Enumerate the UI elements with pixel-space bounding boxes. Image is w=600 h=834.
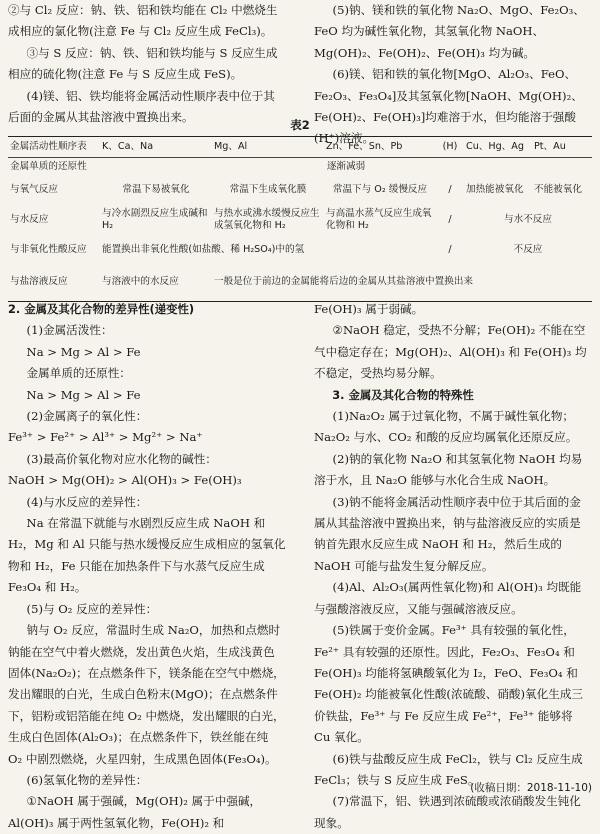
table-cell: 与冷水剧烈反应生成碱和 H₂ xyxy=(102,207,208,231)
section-heading: 3. 金属及其化合物的特殊性 xyxy=(332,387,474,402)
paragraph: 金属单质的还原性： xyxy=(26,366,131,381)
table-cell: / xyxy=(448,183,452,195)
table-cell: 能置换出非氧化性酸(如盐酸、稀 H₂SO₄)中的氢 xyxy=(102,243,305,255)
table-cell: 不反应 xyxy=(513,243,543,255)
table-cell: 常温下易被氧化 xyxy=(122,183,190,195)
paragraph: (2)钠的氧化物 Na₂O 和其氢氧化物 NaOH 均易溶于水，且 Na₂O 能够与水化合生成 NaOH。 xyxy=(314,451,583,488)
formula-line: NaOH > Mg(OH)₂ > Al(OH)₃ > Fe(OH)₃ xyxy=(8,473,242,488)
paragraph: 钠与 O₂ 反应，常温时生成 Na₂O，加热和点燃时钠能在空气中着火燃烧，发出黄色火焰，生成浅黄色固体(Na₂O₂)；在点燃条件下，镁条能在空气中燃烧，发出耀眼的白光，生成白色粉末(MgO)；在点燃条件下，铝粉或铝箔能在纯 O₂ 中燃烧，发出耀眼的白光，生成白色固体(Al₂O₃)；在点燃条件下，铁丝能在纯 O₂ 中剧烈燃烧，火星四射，生成黑色固体(Fe₃O₄)。 xyxy=(8,623,285,766)
section-heading: 2. 金属及其化合物的差异性(递变性) xyxy=(8,302,195,316)
paragraph: (1)Na₂O₂ 属于过氧化物，不属于碱性氧化物；Na₂O₂ 与水、CO₂ 和酸的反应均属氧化还原反应。 xyxy=(314,409,578,445)
formula-line: Fe³⁺ > Fe²⁺ > Al³⁺ > Mg²⁺ > Na⁺ xyxy=(8,430,203,445)
table-cell: / xyxy=(448,213,452,225)
table-header-cell: (H) xyxy=(436,137,464,158)
table-cell: 与水不反应 xyxy=(504,213,552,225)
table-row xyxy=(8,177,592,203)
table-row xyxy=(8,158,592,178)
table-header-cell: Mg、Al xyxy=(212,137,324,158)
table-row xyxy=(8,237,592,263)
bottom-left-column xyxy=(8,299,286,834)
paragraph: (5)钠、镁和铁的氧化物 Na₂O、MgO、Fe₂O₃、FeO 均为碱性氧化物，其氢氧化物 NaOH、Mg(OH)₂、Fe(OH)₂、Fe(OH)₃ 均为碱。 xyxy=(314,3,585,60)
paragraph: ③与 S 反应：钠、铁、铝和铁均能与 S 反应生成相应的硫化物(注意 Fe 与 S 反应生成 FeS)。 xyxy=(8,45,278,82)
table-header-cell: Cu、Hg、Ag xyxy=(464,137,532,158)
row-label: 与盐溶液反应 xyxy=(8,263,100,302)
table-header-cell: Pt、Au xyxy=(532,137,592,158)
table-cell: 常温下生成氧化膜 xyxy=(229,183,307,195)
row-label: 与水反应 xyxy=(10,213,49,225)
paragraph: (7)常温下，铝、铁遇到浓硫酸或浓硝酸发生钝化现象。 xyxy=(314,794,581,830)
top-left-column xyxy=(8,0,286,128)
table-cell: 一般是位于前边的金属能将后边的金属从其盐溶液中置换出来 xyxy=(212,263,592,302)
paragraph: ①NaOH 属于强碱，Mg(OH)₂ 属于中强碱，Al(OH)₃ 属于两性氢氧化物，Fe(OH)₂ 和 xyxy=(8,794,262,830)
formula-line: Na > Mg > Al > Fe xyxy=(26,344,141,359)
paragraph: (4)与水反应的差异性： xyxy=(26,494,148,509)
bottom-right-column xyxy=(314,299,592,834)
table-cell: 加热能被氧化 xyxy=(466,183,524,195)
paragraph: (5)铁属于变价金属。Fe³⁺ 具有较强的氧化性，Fe²⁺ 具有较强的还原性。因此，Fe₂O₃、Fe₃O₄ 和 Fe(OH)₃ 均能将氢碘酸氧化为 I₂，FeO、Fe₃O₄ 和 Fe(OH)₂ 均能被氧化性酸(浓硫酸、硝酸)氧化生成三价铁盐，Fe³⁺ 与 Fe 反应生成 Fe²⁺，Fe³⁺ 能够将 Cu 氧化。 xyxy=(314,623,584,745)
row-label: 金属单质的还原性 xyxy=(10,161,87,173)
table-row xyxy=(8,263,592,302)
paragraph: (4)Al、Al₂O₃(属两性氧化物)和 Al(OH)₃ 均既能与强酸溶液反应，又能与强碱溶液反应。 xyxy=(314,580,582,616)
table-header-cell: 金属活动性顺序表 xyxy=(8,137,100,158)
table-cell: 与溶液中的水反应 xyxy=(100,263,212,302)
table-row xyxy=(8,203,592,237)
paragraph: (3)最高价氧化物对应水化物的碱性： xyxy=(26,451,217,466)
paragraph: (6)氢氧化物的差异性： xyxy=(26,772,148,787)
table-cell: 逐渐减弱 xyxy=(326,161,366,173)
paragraph: ②NaOH 稳定，受热不分解；Fe(OH)₂ 不能在空气中稳定存在；Mg(OH)₂、Al(OH)₃ 和 Fe(OH)₃ 均不稳定，受热均易分解。 xyxy=(314,323,587,381)
paragraph: (5)与 O₂ 反应的差异性： xyxy=(26,601,158,616)
row-label: 与氧气反应 xyxy=(10,183,58,195)
paragraph: (4)镁、铝、铁均能将金属活动性顺序表中位于其后面的金属从其盐溶液中置换出来。 xyxy=(8,88,275,125)
paragraph: ②与 Cl₂ 反应：钠、铁、铝和铁均能在 Cl₂ 中燃烧生成相应的氯化物(注意 Fe 与 Cl₂ 反应生成 FeCl₃)。 xyxy=(8,3,278,39)
paragraph: (2)金属离子的氧化性： xyxy=(26,409,148,424)
table-cell: 与热水或沸水缓慢反应生成氢氧化物和 H₂ xyxy=(214,207,320,231)
table-cell: 不能被氧化 xyxy=(534,183,582,195)
table-header-row xyxy=(8,137,592,158)
table-caption: 表2 xyxy=(290,118,310,132)
table-header-cell: Zn、Fe、Sn、Pb xyxy=(324,137,436,158)
table-cell: 与高温水蒸气反应生成氧化物和 H₂ xyxy=(326,207,432,231)
paragraph: (6)镁、铝和铁的氧化物[MgO、Al₂O₃、FeO、Fe₂O₃、Fe₃O₄]及其氢氧化物[NaOH、Mg(OH)₂、Fe(OH)₂、Fe(OH)₃]均难溶于水，但均能溶于强酸(H⁺)溶液。 xyxy=(314,67,583,146)
receipt-date: (收稿日期：2018-11-10) xyxy=(470,782,592,794)
paragraph: Fe(OH)₃ 属于弱碱。 xyxy=(314,302,424,316)
paragraph: (6)铁与盐酸反应生成 FeCl₂，铁与 Cl₂ 反应生成 FeCl₃；铁与 S 反应生成 FeS。 xyxy=(314,751,583,787)
paragraph: Na 在常温下就能与水剧烈反应生成 NaOH 和 H₂，Mg 和 Al 只能与热水缓慢反应生成相应的氢氧化物和 H₂，Fe 只能在加热条件下与水蒸气反应生成 Fe₃O₄ 和 H₂。 xyxy=(8,516,286,595)
formula-line: Na > Mg > Al > Fe xyxy=(26,387,141,402)
table-header-cell: K、Ca、Na xyxy=(100,137,212,158)
table-cell: / xyxy=(448,243,452,255)
metal-activity-table xyxy=(8,136,592,302)
paragraph: (3)钠不能将金属活动性顺序表中位于其后面的金属从其盐溶液中置换出来，钠与盐溶液反应的实质是钠首先跟水反应生成 NaOH 和 H₂，然后生成的 NaOH 可能与盐发生复分解反应。 xyxy=(314,494,581,573)
paragraph: (1)金属活泼性： xyxy=(26,323,113,338)
table-cell: 常温下与 O₂ 缓慢反应 xyxy=(332,183,428,195)
row-label: 与非氧化性酸反应 xyxy=(10,243,87,255)
